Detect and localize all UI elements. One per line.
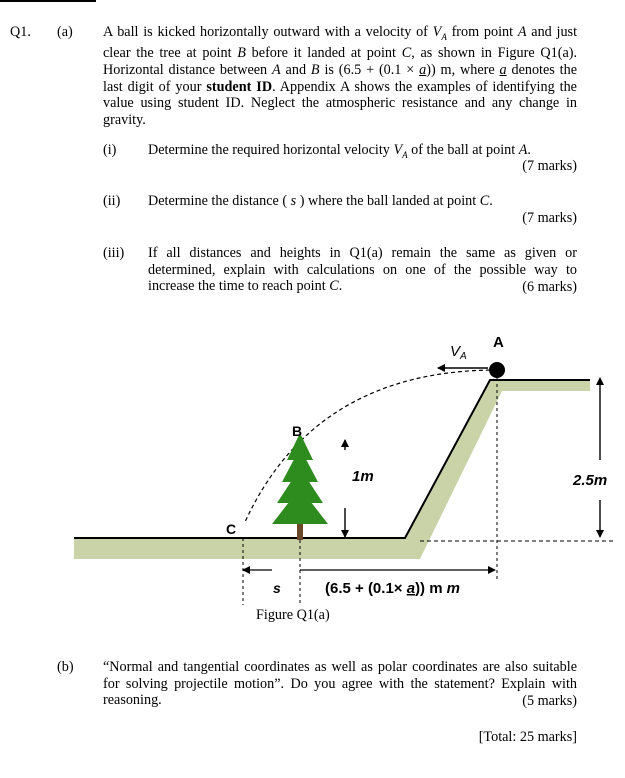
cliff-height-label: 2.5m [573,472,608,489]
part-b-marks: (5 marks) [522,693,577,709]
ground-shading [74,380,590,559]
tree-icon [272,433,328,540]
ab-distance-label: (6.5 + (0.1× a)) m m [325,580,460,597]
tree-height-label: 1m [352,468,374,485]
sub-i-marks: (7 marks) [522,158,577,174]
figure-point-c-label: C [226,521,237,537]
sub-i-label: (i) [103,142,117,158]
part-b-label: (b) [57,659,74,675]
sub-ii-marks: (7 marks) [522,210,577,226]
ground-profile [74,380,590,538]
top-rule [0,0,96,2]
figure-point-b-label: B [292,423,303,439]
part-a-label: (a) [57,24,73,40]
figure-point-a-label: A [493,334,504,351]
figure-q1a [0,325,625,625]
sub-ii-label: (ii) [103,193,121,209]
sub-iii-marks: (6 marks) [522,279,577,295]
ball-icon [489,362,505,378]
figure-va-label: $V_A$ [450,343,467,362]
s-distance-label: s [273,580,281,596]
sub-iii-text: If all distances and heights in Q1(a) remain the same as given or determined, explain with calculations on one of the possible way to increase the time to reach point C. [148,245,577,295]
question-number: Q1. [10,24,31,40]
part-a-intro: A ball is kicked horizontally outward with a velocity of $V_A$ from point A and just clear the tree at point B before it landed at point C, as shown in Figure Q1(a). Horizontal distance between A and B is (6.5 + (0.1 × a)) m, where a denotes the last digit of your student ID. Appendix A shows the examples of identifying the value using student ID. Neglect the atmospheric resistance and any change in gravity. [103,24,578,128]
part-b-text: “Normal and tangential coordinates as well as polar coordinates are also suitable for solving projectile motion”. Do you agree with the statement? Explain with reasoning. [103,659,577,709]
sub-ii-text: Determine the distance ( s ) where the ball landed at point C. [148,193,493,209]
total-marks: [Total: 25 marks] [478,729,577,745]
figure-caption: Figure Q1(a) [256,607,330,623]
sub-iii-label: (iii) [103,245,125,261]
sub-i-text: Determine the required horizontal velocity $V_A$ of the ball at point A. [148,142,531,160]
